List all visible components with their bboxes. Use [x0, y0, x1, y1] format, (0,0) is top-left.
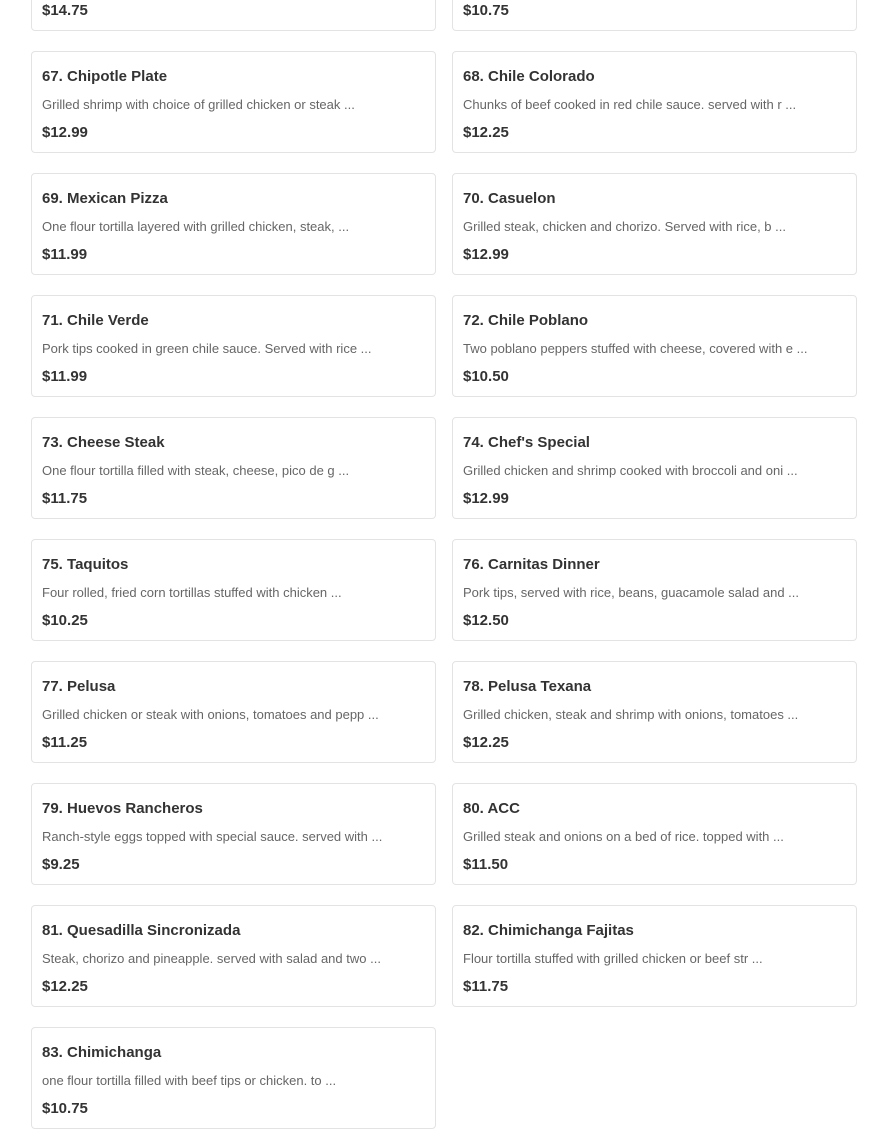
menu-item-price: $12.25: [463, 124, 509, 141]
menu-item-name: 72. Chile Poblano: [463, 312, 589, 329]
menu-item-price: $14.75: [42, 2, 88, 19]
menu-item-name: 79. Huevos Rancheros: [42, 800, 203, 817]
menu-item-grid: [31, 0, 857, 1129]
menu-item-card[interactable]: [31, 51, 436, 153]
menu-item-card[interactable]: [452, 295, 857, 397]
menu-item-price: $11.25: [42, 734, 88, 751]
menu-item-description: One flour tortilla filled with steak, cheese, pico de g ...: [42, 463, 350, 478]
menu-item-name: 82. Chimichanga Fajitas: [463, 922, 634, 939]
menu-item-card[interactable]: [31, 783, 436, 885]
menu-item-card[interactable]: [31, 539, 436, 641]
menu-item-description: Ranch-style eggs topped with special sauce. served with ...: [42, 829, 383, 844]
menu-item-name: 75. Taquitos: [42, 556, 129, 573]
menu-item-price: $11.99: [42, 246, 88, 263]
menu-item-name: 80. ACC: [463, 800, 520, 817]
menu-item-name: 69. Mexican Pizza: [42, 190, 168, 207]
menu-item-card[interactable]: [31, 905, 436, 1007]
menu-item-card[interactable]: [452, 51, 857, 153]
menu-item-price: $11.75: [42, 490, 88, 507]
menu-item-description: Steak, chorizo and pineapple. served with salad and two ...: [42, 951, 381, 966]
menu-item-description: Grilled steak, chicken and chorizo. Served with rice, b ...: [463, 219, 786, 234]
menu-item-price: $9.25: [42, 856, 80, 873]
menu-item-description: Grilled chicken, steak and shrimp with onions, tomatoes ...: [463, 707, 799, 722]
menu-item-description: Two poblano peppers stuffed with cheese, covered with e ...: [463, 341, 808, 356]
menu-item-price: $12.25: [42, 978, 88, 995]
menu-item-name: 81. Quesadilla Sincronizada: [42, 922, 241, 939]
menu-item-name: 74. Chef's Special: [463, 434, 590, 451]
menu-item-price: $11.75: [463, 978, 509, 995]
menu-item-price: $10.75: [463, 2, 509, 19]
menu-item-description: Grilled chicken and shrimp cooked with broccoli and oni ...: [463, 463, 798, 478]
menu-item-description: Grilled chicken or steak with onions, tomatoes and pepp ...: [42, 707, 379, 722]
menu-item-price: $11.99: [42, 368, 88, 385]
menu-item-name: 71. Chile Verde: [42, 312, 149, 329]
menu-item-card[interactable]: [31, 417, 436, 519]
menu-item-card[interactable]: [452, 905, 857, 1007]
menu-item-card[interactable]: [31, 295, 436, 397]
menu-item-card[interactable]: [452, 539, 857, 641]
menu-item-card[interactable]: [31, 173, 436, 275]
menu-item-name: 70. Casuelon: [463, 190, 556, 207]
menu-item-description: One flour tortilla layered with grilled chicken, steak, ...: [42, 219, 350, 234]
menu-item-description: Grilled shrimp with choice of grilled chicken or steak ...: [42, 97, 355, 112]
menu-item-price: $12.99: [463, 246, 509, 263]
menu-item-name: 77. Pelusa: [42, 678, 116, 695]
menu-item-price: $12.50: [463, 612, 509, 629]
menu-item-card[interactable]: [452, 783, 857, 885]
menu-item-name: 68. Chile Colorado: [463, 68, 595, 85]
menu-item-price: $10.50: [463, 368, 509, 385]
menu-item-name: 73. Cheese Steak: [42, 434, 165, 451]
menu-item-description: Four rolled, fried corn tortillas stuffed with chicken ...: [42, 585, 342, 600]
menu-item-description: Grilled steak and onions on a bed of rice. topped with ...: [463, 829, 784, 844]
menu-item-name: 67. Chipotle Plate: [42, 68, 168, 85]
menu-item-card[interactable]: [452, 173, 857, 275]
menu-item-card[interactable]: [452, 417, 857, 519]
menu-item-card[interactable]: [452, 661, 857, 763]
menu-item-description: Flour tortilla stuffed with grilled chicken or beef str ...: [463, 951, 763, 966]
menu-item-price: $10.75: [42, 1100, 88, 1117]
menu-item-card[interactable]: [31, 0, 436, 31]
menu-item-description: Pork tips, served with rice, beans, guacamole salad and ...: [463, 585, 800, 600]
menu-item-card[interactable]: [452, 0, 857, 31]
menu-item-description: Pork tips cooked in green chile sauce. Served with rice ...: [42, 341, 372, 356]
menu-item-price: $12.25: [463, 734, 509, 751]
menu-item-name: 76. Carnitas Dinner: [463, 556, 600, 573]
menu-item-card[interactable]: [31, 661, 436, 763]
menu-item-name: 78. Pelusa Texana: [463, 678, 592, 695]
menu-item-price: $10.25: [42, 612, 88, 629]
menu-item-price: $11.50: [463, 856, 509, 873]
menu-item-price: $12.99: [463, 490, 509, 507]
menu-item-card[interactable]: [31, 1027, 436, 1129]
menu-item-price: $12.99: [42, 124, 88, 141]
menu-item-description: one flour tortilla filled with beef tips or chicken. to ...: [42, 1073, 337, 1088]
menu-item-name: 83. Chimichanga: [42, 1044, 162, 1061]
menu-item-description: Chunks of beef cooked in red chile sauce. served with r ...: [463, 97, 797, 112]
